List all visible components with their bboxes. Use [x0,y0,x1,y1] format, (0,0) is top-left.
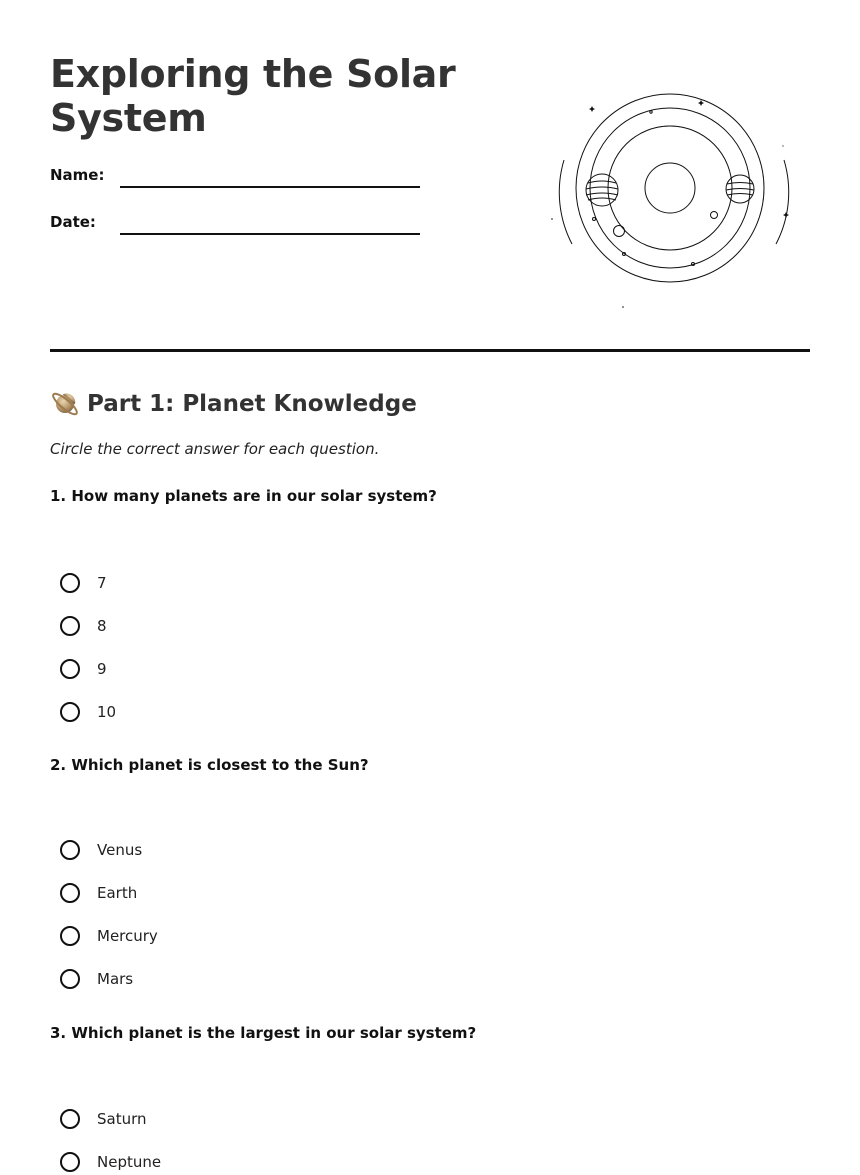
answer-label: 10 [97,703,117,721]
answer-label: Venus [97,841,143,859]
answer-option[interactable] [60,923,360,949]
answer-option[interactable] [60,1106,360,1132]
question-3 [50,1024,810,1171]
answer-option[interactable] [60,966,360,992]
answer-circle[interactable] [60,969,80,989]
answer-circle[interactable] [60,840,80,860]
answer-circle[interactable] [60,1152,80,1172]
answer-label: Mercury [97,927,158,945]
instructions: Circle the correct answer for each question. [50,440,380,458]
date-field-line[interactable] [120,233,420,235]
section-heading [50,388,417,420]
answer-option[interactable] [60,570,360,596]
answer-circle[interactable] [60,883,80,903]
answer-label: Neptune [97,1153,162,1171]
answer-circle[interactable] [60,926,80,946]
question-text: 3. Which planet is the largest in our solar system? [50,1024,477,1042]
question-text: 2. Which planet is closest to the Sun? [50,756,369,774]
answer-option[interactable] [60,1149,360,1175]
answer-option[interactable] [60,880,360,906]
question-2 [50,756,810,988]
answer-label: 8 [97,617,107,635]
date-field-label: Date: [50,213,96,231]
section-divider [50,349,810,352]
solar-system-illustration [550,88,800,318]
answer-circle[interactable] [60,659,80,679]
answer-circle[interactable] [60,616,80,636]
section-title: Part 1: Planet Knowledge [87,391,417,417]
answer-label: 9 [97,660,107,678]
name-field[interactable] [50,166,420,192]
ringed-planet-icon [50,389,80,419]
answer-label: Earth [97,884,138,902]
answer-label: 7 [97,574,107,592]
answer-circle[interactable] [60,702,80,722]
answer-option[interactable] [60,656,360,682]
question-text: 1. How many planets are in our solar system? [50,487,437,505]
answer-option[interactable] [60,699,360,725]
answer-label: Saturn [97,1110,147,1128]
answer-circle[interactable] [60,573,80,593]
answer-option[interactable] [60,613,360,639]
answer-option[interactable] [60,837,360,863]
date-field[interactable] [50,213,420,239]
page-title: Exploring the Solar System [50,52,456,140]
name-field-line[interactable] [120,186,420,188]
question-1 [50,487,810,721]
name-field-label: Name: [50,166,105,184]
answer-circle[interactable] [60,1109,80,1129]
answer-label: Mars [97,970,134,988]
